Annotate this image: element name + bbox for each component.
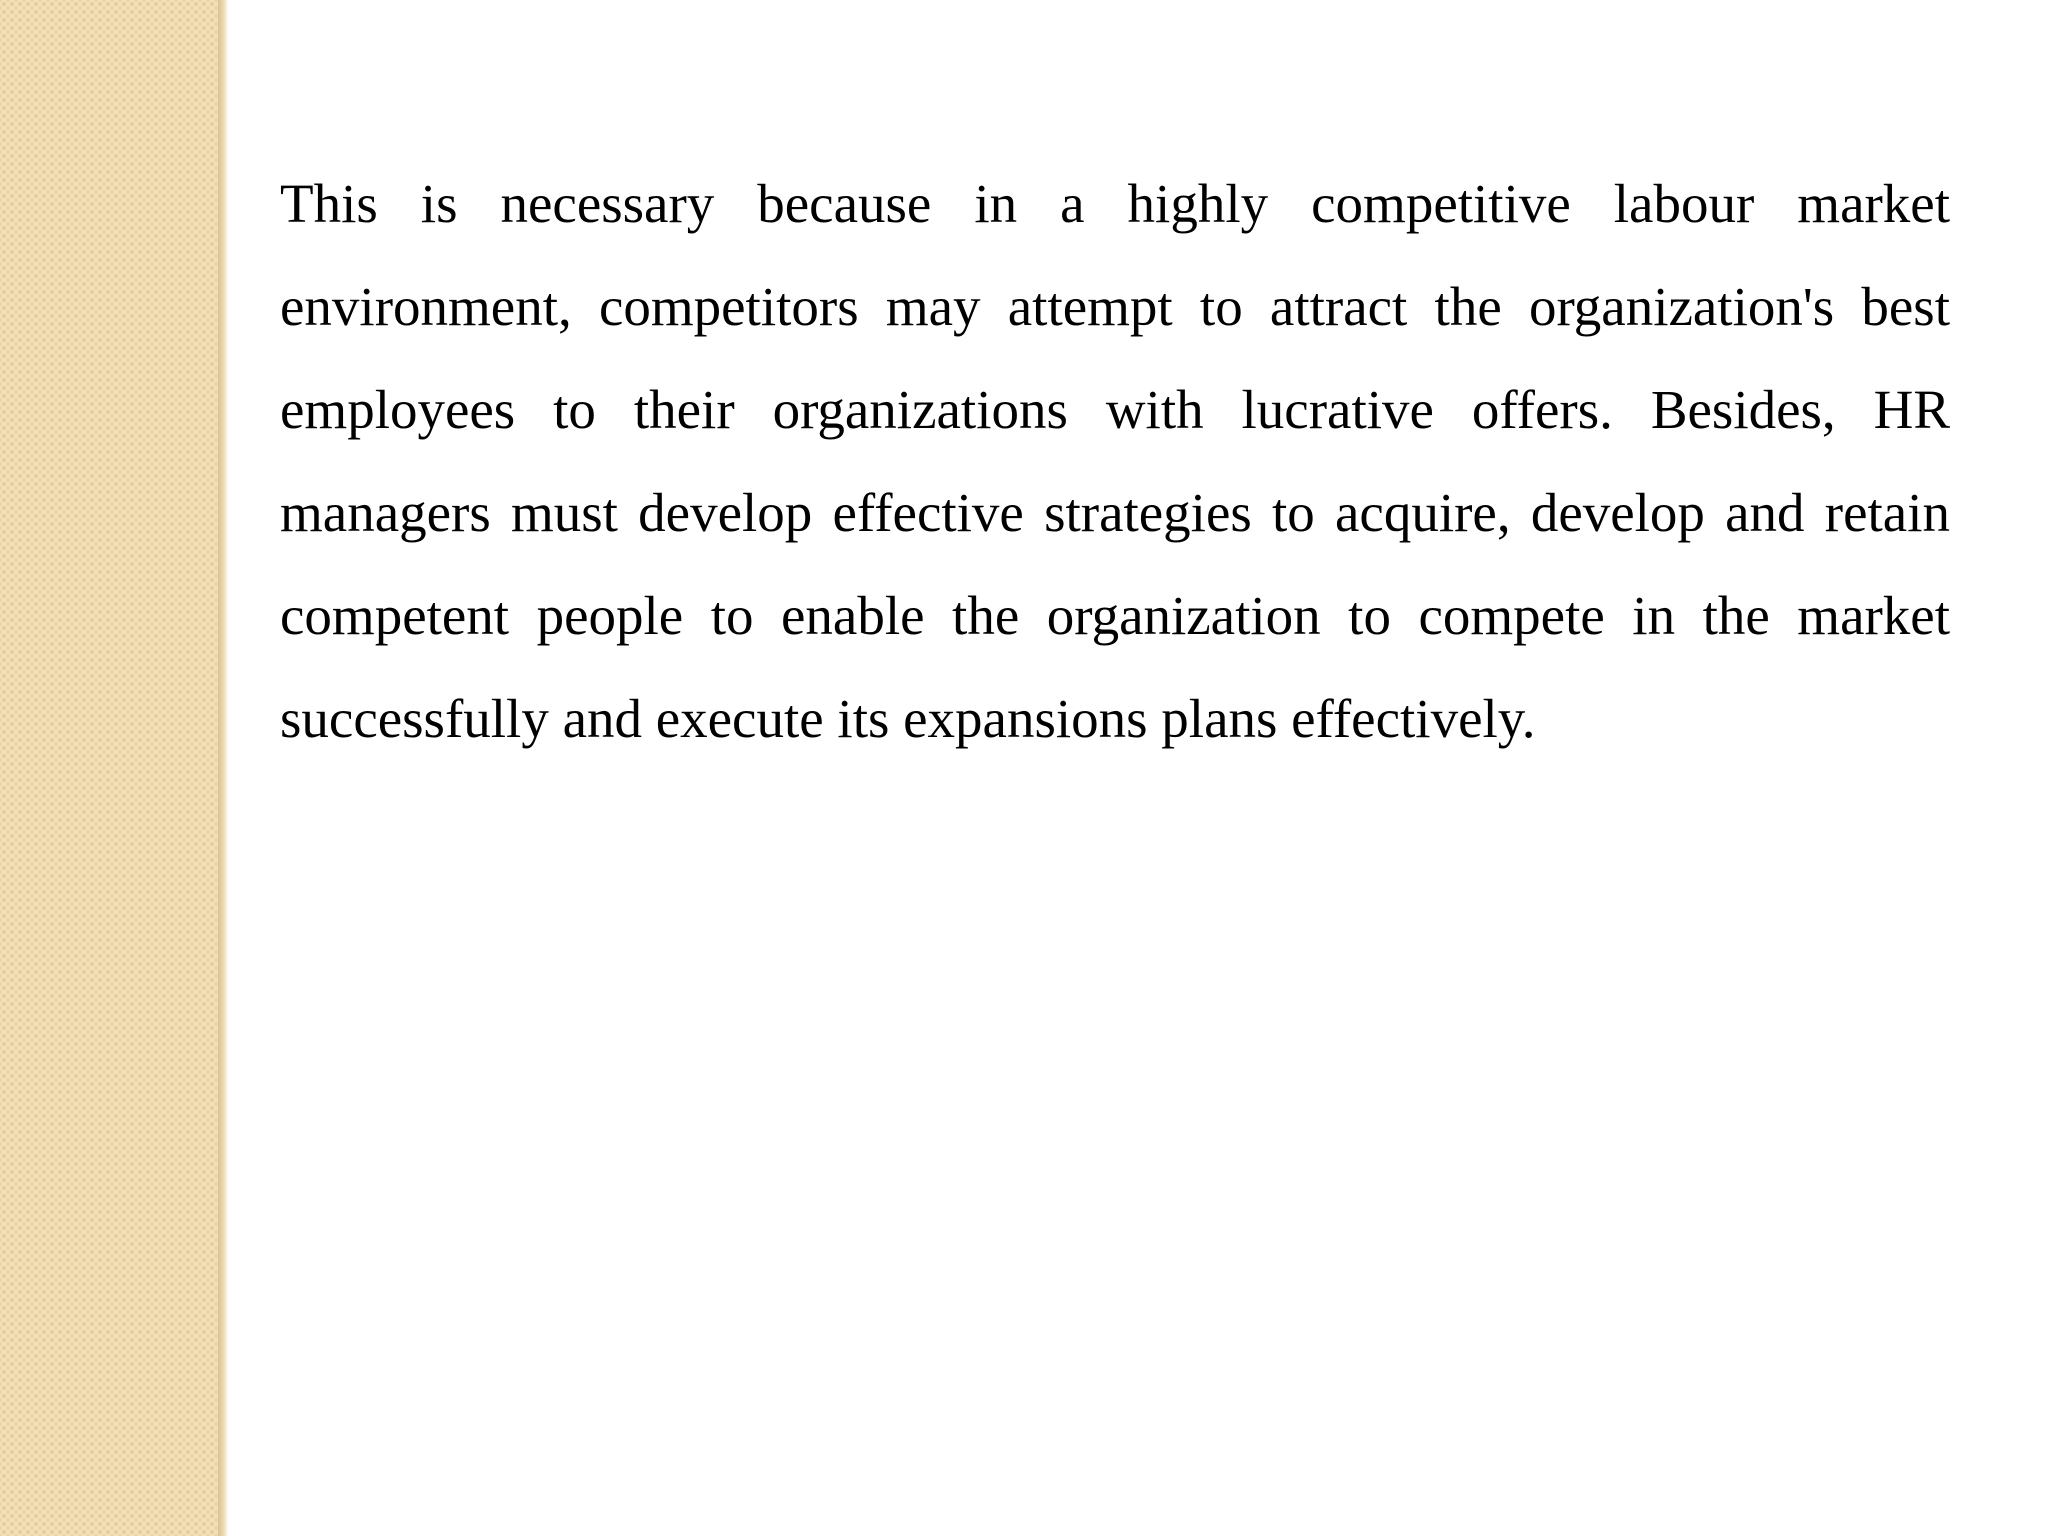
body-paragraph: This is necessary because in a highly competitive labour market environment, competitors may attempt to attract the organization's best employees to their organizations with lucrative offers. Besides, HR managers must develop effective strategies to acquire, develop and retain competent people to enable the organization to compete in the market successfully and execute its expansions plans effectively. [280,173,1950,749]
sidebar-edge [218,0,228,1536]
decorative-sidebar [0,0,218,1536]
